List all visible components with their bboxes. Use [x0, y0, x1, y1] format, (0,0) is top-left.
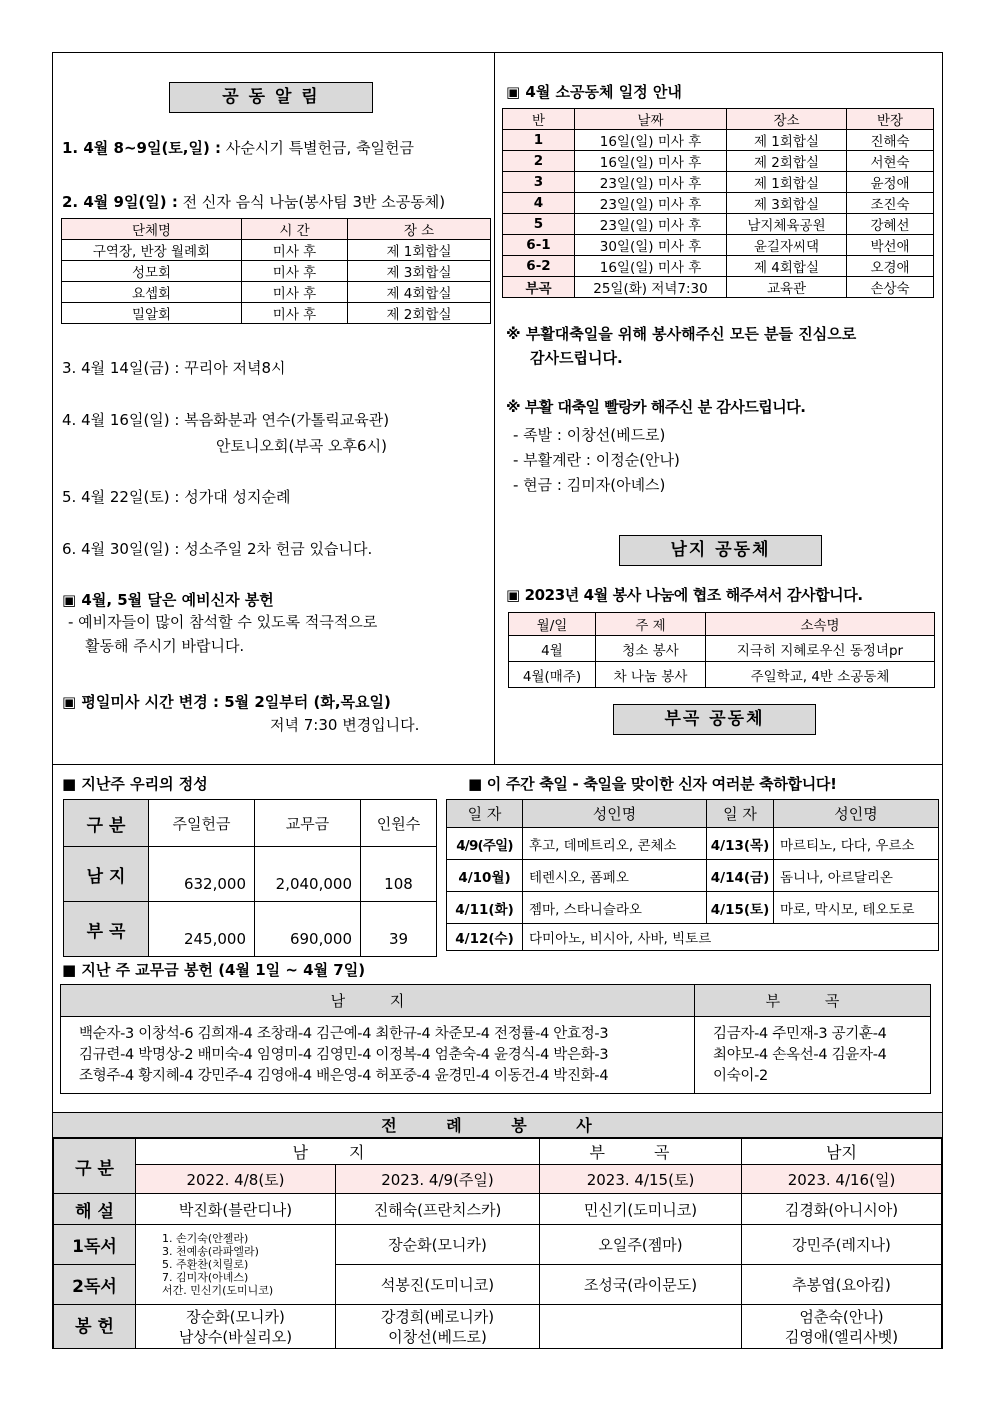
table-header: 일 자: [707, 800, 774, 828]
liturgy-title: 전 례 봉 사: [53, 1113, 942, 1138]
feast-title: ■ 이 주간 축일 - 축일을 맞이한 신자 여러분 축하합니다!: [468, 775, 837, 793]
notice-item-2: 2. 4월 9일(일) : 전 신자 음식 나눔(봉사팀 3반 소공동체): [62, 193, 446, 211]
table-row: 남 지 632,000 2,040,000 108: [64, 847, 437, 902]
notice-item-1: 1. 4월 8~9일(토,일) : 사순시기 특별헌금, 축일헌금: [62, 139, 415, 157]
table-row: 4/9(주일) 후고, 데메트리오, 콘체소 4/13(목) 마르티노, 다다, 우르소: [447, 828, 939, 860]
liturgy-date: 2023. 4/15(토): [540, 1165, 742, 1194]
liturgy-table: [53, 1138, 942, 1349]
small-community-table: [502, 108, 934, 298]
vigil-reader: 3. 천예송(라파엘라): [162, 1245, 259, 1258]
column-divider: [494, 52, 495, 764]
dues-table: [60, 984, 931, 1094]
liturgy-group: 부 곡: [540, 1139, 742, 1165]
group-meeting-table: [61, 218, 491, 324]
section-divider: [52, 764, 943, 765]
notice-item-5: 5. 4월 22일(토) : 성가대 성지순례: [62, 488, 291, 506]
table-header: 주 제: [596, 613, 706, 636]
table-row: 4/12(수) 다미아노, 비시아, 사바, 빅토르: [447, 924, 939, 951]
weekday-mass-line: 저녁 7:30 변경입니다.: [270, 716, 420, 734]
dues-bugok-header: 부 곡: [695, 985, 931, 1017]
catechumen-heading: ▣ 4월, 5월 달은 예비신자 봉헌: [62, 591, 274, 609]
dues-namji-line: 조형주-4 황지혜-4 강민주-4 김영애-4 배은영-4 허포중-4 윤경민-4 이동건-4 박진화-4: [79, 1067, 609, 1084]
service-thanks-heading: ▣ 2023년 4월 봉사 나눔에 협조 해주셔서 감사합니다.: [506, 586, 863, 604]
table-row: 2 16일(일) 미사 후 제 2회합실 서현숙: [503, 151, 934, 172]
notice-item-3: 3. 4월 14일(금) : 꾸리아 저녁8시: [62, 359, 286, 377]
catechumen-line: - 예비자들이 많이 참석할 수 있도록 적극적으로: [68, 613, 378, 631]
table-row: [61, 1017, 931, 1094]
notice-item-4: 4. 4월 16일(일) : 복음화분과 연수(가톨릭교육관): [62, 411, 390, 429]
table-header: 시 간: [242, 219, 348, 240]
table-header: 소속명: [706, 613, 935, 636]
weekday-mass-heading: ▣ 평일미사 시간 변경 : 5월 2일부터 (화,목요일): [62, 693, 391, 711]
dues-bugok-line: 김금자-4 주민재-3 공기훈-4: [713, 1025, 887, 1042]
thanks-item: - 현금 : 김미자(아녜스): [513, 476, 666, 494]
table-header: 반: [503, 109, 575, 130]
table-row: 밀알회 미사 후 제 2회합실: [62, 303, 491, 324]
liturgy-date: 2023. 4/16(일): [742, 1165, 942, 1194]
table-header: 주일헌금: [149, 800, 255, 847]
vigil-reader: 서간. 민신기(도미니코): [162, 1284, 274, 1297]
liturgy-group: 남지: [742, 1139, 942, 1165]
liturgy-date: 2022. 4/8(토): [136, 1165, 336, 1194]
vigil-reader: 7. 김미자(아녜스): [162, 1271, 249, 1284]
feast-table: [446, 799, 939, 951]
table-header: 일 자: [447, 800, 523, 828]
table-row: 3 23일(일) 미사 후 제 1회합실 윤정애: [503, 172, 934, 193]
table-header: 구 분: [64, 800, 149, 847]
table-row: 4월(매주) 차 나눔 봉사 주일학교, 4반 소공동체: [509, 662, 935, 688]
thanks-item: - 족발 : 이창선(베드로): [513, 426, 666, 444]
catechumen-line: 활동해 주시기 바랍니다.: [85, 637, 245, 655]
table-row: 2독서 석봉진(도미니코) 조성국(라이문도) 추봉엽(요아킴): [54, 1265, 942, 1305]
dues-bugok-line: 최야모-4 손옥선-4 김윤자-4: [713, 1046, 887, 1063]
thanks-note-1-line2: 감사드립니다.: [530, 349, 623, 367]
common-notice-title: 공 동 알 림: [169, 82, 373, 113]
vigil-reader: 5. 주환찬(치릴로): [162, 1258, 249, 1271]
dues-title: ■ 지난 주 교무금 봉헌 (4월 1일 ~ 4월 7일): [62, 961, 366, 979]
table-row: 4 23일(일) 미사 후 제 3회합실 조진숙: [503, 193, 934, 214]
table-row: 봉 헌 장순화(모니카) 남상수(바실리오) 강경희(베로니카) 이창선(베드로) 엄춘숙(안나) 김영애(엘리사벳): [54, 1305, 942, 1349]
service-table: [508, 612, 935, 688]
table-row: 4/11(화) 젬마, 스타니슬라오 4/15(토) 마로, 막시모, 테오도로: [447, 892, 939, 924]
vigil-reader: 1. 손기숙(안젤라): [162, 1232, 249, 1245]
table-header: 장소: [727, 109, 847, 130]
table-row: 해 설 박진화(블란디나) 진해숙(프란치스카) 민신기(도미니코) 김경화(아니시아): [54, 1194, 942, 1225]
table-header: 성인명: [774, 800, 939, 828]
table-row: 성모회 미사 후 제 3회합실: [62, 261, 491, 282]
table-row: 구역장, 반장 월례회 미사 후 제 1회합실: [62, 240, 491, 261]
dues-namji-header: 남 지: [61, 985, 695, 1017]
notice-item-4-line2: 안토니오회(부곡 오후6시): [216, 437, 387, 455]
table-row: 1 16일(일) 미사 후 제 1회합실 진해숙: [503, 130, 934, 151]
table-header: 성인명: [523, 800, 707, 828]
thanks-note-1: ※ 부활대축일을 위해 봉사해주신 모든 분들 진심으로: [506, 325, 857, 343]
offering-title: ■ 지난주 우리의 정성: [62, 775, 208, 793]
table-row: 4/10월) 테렌시오, 폼페오 4/14(금) 돔니나, 아르달리온: [447, 860, 939, 892]
table-header: 인원수: [361, 800, 437, 847]
table-row: 4월 청소 봉사 지극히 지혜로우신 동정녀pr: [509, 636, 935, 662]
table-header: 월/일: [509, 613, 596, 636]
table-header: 단체명: [62, 219, 242, 240]
notice-item-6: 6. 4월 30일(일) : 성소주일 2차 헌금 있습니다.: [62, 540, 373, 558]
table-header: 교무금: [255, 800, 361, 847]
bugok-community-title: 부곡 공동체: [613, 704, 816, 735]
table-row: 부곡 25일(화) 저녁7:30 교육관 손상숙: [503, 277, 934, 298]
offering-table: [63, 799, 437, 957]
small-community-title: ▣ 4월 소공동체 일정 안내: [506, 83, 682, 101]
table-header: 반장: [847, 109, 934, 130]
liturgy-group: 남 지: [136, 1139, 540, 1165]
thanks-item: - 부활계란 : 이정순(안나): [513, 451, 680, 469]
dues-namji-line: 김규련-4 박명상-2 배미숙-4 임영미-4 김영민-4 이정복-4 엄춘숙-4 윤경식-4 박은화-3: [79, 1046, 609, 1063]
dues-namji-line: 백순자-3 이창석-6 김희재-4 조창래-4 김근예-4 최한규-4 차준모-4 전정률-4 안효정-3: [79, 1025, 609, 1042]
thanks-note-2: ※ 부활 대축일 빨랑카 해주신 분 감사드립니다.: [506, 398, 806, 416]
liturgy-date: 2023. 4/9(주일): [336, 1165, 540, 1194]
table-row: 부 곡 245,000 690,000 39: [64, 902, 437, 957]
table-row: 1독서 1. 손기숙(안젤라) 3. 천예송(라파엘라) 5. 주환찬(치릴로) 7. 김미자(아녜스) 서간. 민신기(도미니코) 장순화(모니카) 오일주(젬마) 강민주(레지나): [54, 1225, 942, 1265]
table-header: 장 소: [348, 219, 491, 240]
table-header: 날짜: [575, 109, 727, 130]
namji-community-title: 남지 공동체: [619, 535, 822, 566]
table-row: 5 23일(일) 미사 후 남지체육공원 강혜선: [503, 214, 934, 235]
dues-bugok-line: 이숙이-2: [713, 1067, 768, 1084]
table-row: 6-2 16일(일) 미사 후 제 4회합실 오경애: [503, 256, 934, 277]
table-row: 요셉회 미사 후 제 4회합실: [62, 282, 491, 303]
liturgy-col-label: 구 분: [54, 1139, 136, 1194]
table-row: 6-1 30일(일) 미사 후 윤길자씨댁 박선애: [503, 235, 934, 256]
